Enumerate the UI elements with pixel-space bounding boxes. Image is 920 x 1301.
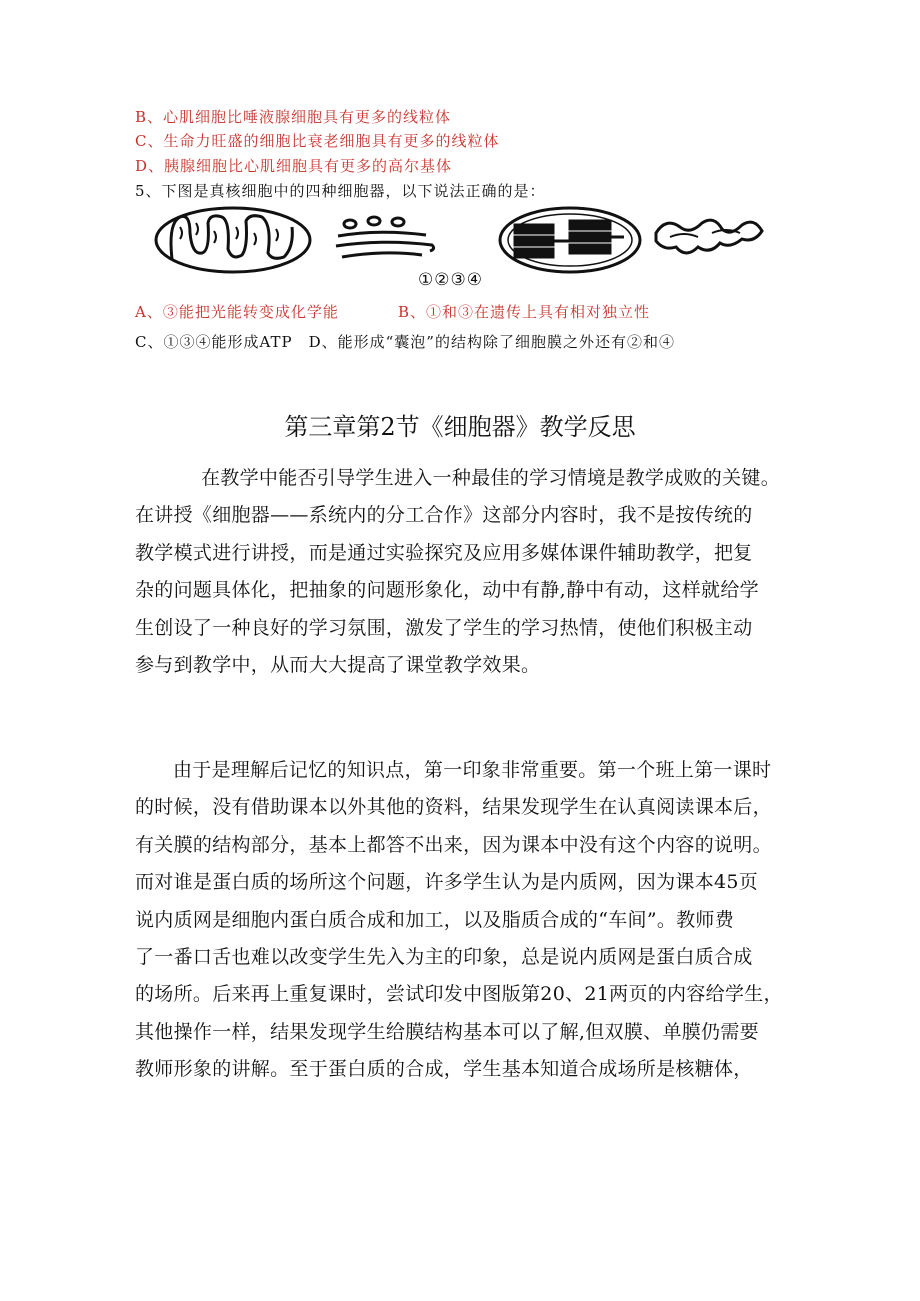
organelle-diagram [150,203,780,275]
paragraph-2-line: 有关膜的结构部分，基本上都答不出来，因为课本中没有这个内容的说明。 [135,833,772,856]
endoplasmic-reticulum-drawing [656,220,762,253]
paragraph-1 [135,460,795,684]
golgi-drawing [336,217,434,257]
paragraph-1-line: 在教学中能否引导学生进入一种最佳的学习情境是教学成败的关键。 [201,467,781,489]
article-title: 第三章第2节《细胞器》教学反思 [284,413,636,441]
option-c-vigorous-cells: C、生命力旺盛的细胞比衰老细胞具有更多的线粒体 [135,132,500,150]
paragraph-2-line: 而对谁是蛋白质的场所这个问题，许多学生认为是内质网，因为课本45页 [135,871,759,894]
chloroplast-drawing [500,208,640,272]
paragraph-2-line: 其他操作一样，结果发现学生给膜结构基本可以了解,但双膜、单膜仍需要 [135,1020,759,1043]
option-b-q5: B、①和③在遗传上具有相对独立性 [398,303,651,321]
paragraph-1-line: 参与到教学中，从而大大提高了课堂教学效果。 [135,654,541,677]
question-5: 5、下图是真核细胞中的四种细胞器，以下说法正确的是： [135,182,546,200]
option-c-d-q5: C、①③④能形成ATP D、能形成“囊泡”的结构除了细胞膜之外还有②和④ [135,333,675,351]
paragraph-2 [135,752,795,1089]
paragraph-2-line: 的时候，没有借助课本以外其他的资料，结果发现学生在认真阅读课本后， [135,796,772,819]
paragraph-2-line: 的场所。后来再上重复课时，尝试印发中图版第20、21两页的内容给学生， [135,983,783,1006]
paragraph-2-line: 了一番口舌也难以改变学生先入为主的印象，总是说内质网是蛋白质合成 [135,946,753,969]
option-d-pancreas-cells: D、胰腺细胞比心肌细胞具有更多的高尔基体 [135,157,453,175]
option-a-q5: A、③能把光能转变成化学能 [135,303,339,321]
paragraph-1-line: 生创设了一种良好的学习氛围，激发了学生的学习热情，使他们积极主动 [135,616,753,639]
mitochondrion-drawing [156,208,310,272]
option-b-heart-cells: B、心肌细胞比唾液腺细胞具有更多的线粒体 [135,108,452,126]
paragraph-1-line: 杂的问题具体化，把抽象的问题形象化，动中有静,静中有动，这样就给学 [135,579,759,602]
paragraph-1-line: 教学模式进行讲授，而是通过实验探究及应用多媒体课件辅助教学，把复 [135,541,753,564]
organelle-labels: ①②③④ [418,270,483,290]
paragraph-2-line: 说内质网是细胞内蛋白质合成和加工，以及脂质合成的“车间”。教师费 [135,908,735,931]
paragraph-1-line: 在讲授《细胞器——系统内的分工合作》这部分内容时，我不是按传统的 [135,504,753,527]
paragraph-2-line: 由于是理解后记忆的知识点，第一印象非常重要。第一个班上第一课时 [173,759,772,781]
paragraph-2-line: 教师形象的讲解。至于蛋白质的合成，学生基本知道合成场所是核糖体， [135,1058,753,1081]
